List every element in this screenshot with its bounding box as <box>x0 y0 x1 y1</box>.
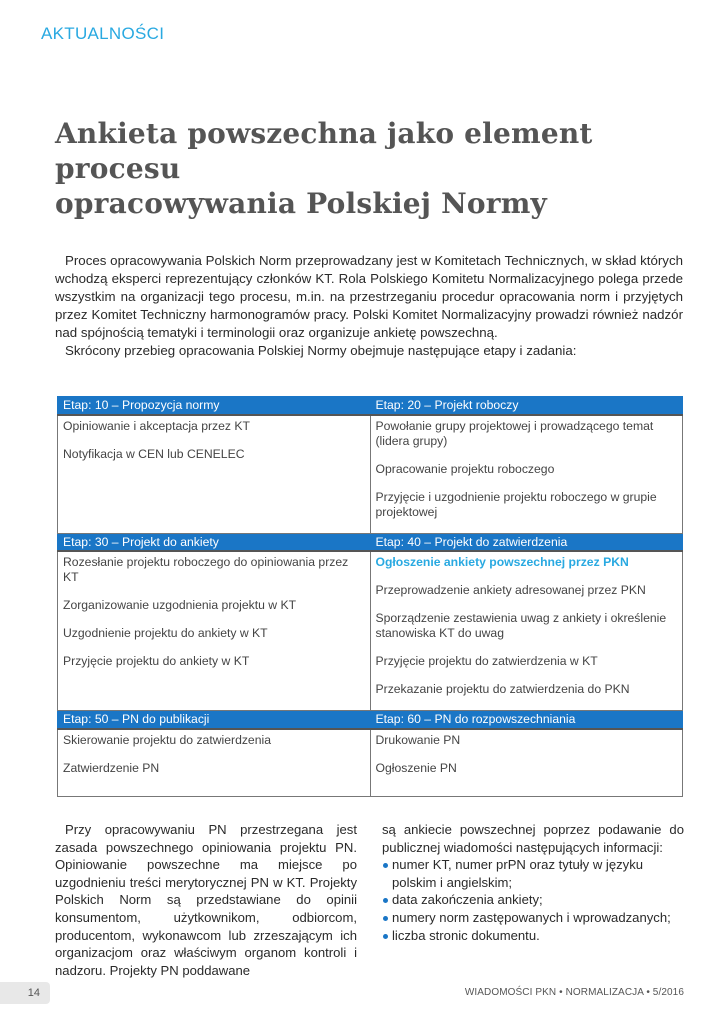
list-item: numer KT, numer prPN oraz tytuły w języku polskim i angielskim; <box>382 856 684 891</box>
task-item: Powołanie grupy projektowej i prowadzącego temat (lidera grupy) <box>375 418 654 448</box>
stage-header: Etap: 60 – PN do rozpowszechniania <box>370 711 683 729</box>
stage-header: Etap: 20 – Projekt roboczy <box>370 397 683 415</box>
task-item: Ogłoszenie PN <box>375 760 457 775</box>
paragraph: Proces opracowywania Polskich Norm przeprowadzany jest w Komitetach Technicznych, w skład których wchodzą eksperci reprezentujący członków KT. Rola Polskiego Komitetu Normalizacyjnego polega przede wszystkim na organizacji tego procesu, m.in. na przestrzeganiu procedur opracowania norm i przyjętych przez Komitet Techniczny harmonogramów pracy. Polski Komitet Normalizacyjny prowadzi również nadzór nad spójnością tematyki i terminologii oraz organizuje ankietę powszechną. <box>55 253 683 340</box>
stage-tasks <box>370 415 683 534</box>
right-column-text: są ankiecie powszechnej poprzez podawanie do publicznej wiadomości następujących informacji: <box>382 822 684 855</box>
task-item: Sporządzenie zestawienia uwag z ankiety i określenie stanowiska KT do uwag <box>375 611 667 640</box>
task-item: Opracowanie projektu roboczego <box>375 461 555 476</box>
task-item: Drukowanie PN <box>375 732 461 747</box>
stage-header: Etap: 40 – Projekt do zatwierdzenia <box>370 533 683 551</box>
task-item: Przyjęcie projektu do ankiety w KT <box>63 654 250 668</box>
task-item: Zatwierdzenie PN <box>63 760 160 775</box>
list-item: numery norm zastępowanych i wprowadzanych; <box>382 909 684 927</box>
stage-tasks-row <box>58 729 683 797</box>
list-item: liczba stronic dokumentu. <box>382 927 684 945</box>
task-item: Zorganizowanie uzgodnienia projektu w KT <box>63 598 297 612</box>
stage-header-row <box>58 397 683 415</box>
stage-tasks <box>58 415 371 534</box>
page-number: 14 <box>0 982 50 1004</box>
intro-text <box>55 252 683 360</box>
footer: WIADOMOŚCI PKN • NORMALIZACJA • 5/2016 <box>464 987 684 998</box>
stage-header: Etap: 10 – Propozycja normy <box>58 397 371 415</box>
task-item: Przyjęcie projektu do zatwierdzenia w KT <box>375 654 598 668</box>
stage-tasks <box>58 551 371 711</box>
section-label: AKTUALNOŚCI <box>41 24 165 43</box>
stage-tasks <box>58 729 371 797</box>
title-line: Ankieta powszechna jako element procesu <box>55 117 593 185</box>
stage-header: Etap: 50 – PN do publikacji <box>58 711 371 729</box>
stage-tasks-row <box>58 415 683 534</box>
stage-header: Etap: 30 – Projekt do ankiety <box>58 533 371 551</box>
left-column-text: Przy opracowywaniu PN przestrzegana jest zasada powszechnego opiniowania projektu PN. Opiniowanie powszechne ma miejsce po uzgodnieniu treści merytorycznej PN w KT. Projekty Polskich Norm są przedstawiane do opinii konsumentom, użytkownikom, odbiorcom, producentom, wykonawcom lub zrzeszającym ich organizacjom oraz właściwym organom kontroli i nadzoru. Projekty PN poddawane <box>55 822 357 978</box>
stage-tasks <box>370 729 683 797</box>
stage-tasks-row <box>58 551 683 711</box>
task-item: Przekazanie projektu do zatwierdzenia do PKN <box>375 682 630 696</box>
task-item: Skierowanie projektu do zatwierdzenia <box>63 732 271 747</box>
task-item: Ogłoszenie ankiety powszechnej przez PKN <box>375 555 629 569</box>
task-item: Przeprowadzenie ankiety adresowanej przez PKN <box>375 583 646 597</box>
title-line: opracowywania Polskiej Normy <box>55 187 548 220</box>
stages-table <box>57 396 683 797</box>
task-item: Notyfikacja w CEN lub CENELEC <box>63 446 245 461</box>
task-item: Uzgodnienie projektu do ankiety w KT <box>63 626 268 640</box>
page-title <box>55 116 695 221</box>
stage-header-row <box>58 711 683 729</box>
task-item: Przyjęcie i uzgodnienie projektu roboczego w grupie projektowej <box>375 489 657 519</box>
stage-header-row <box>58 533 683 551</box>
info-list <box>382 856 684 944</box>
list-item: data zakończenia ankiety; <box>382 891 684 909</box>
task-item: Rozesłanie projektu roboczego do opiniowania przez KT <box>63 555 349 584</box>
stage-tasks <box>370 551 683 711</box>
paragraph: Skrócony przebieg opracowania Polskiej Normy obejmuje następujące etapy i zadania: <box>65 343 577 358</box>
right-column <box>382 821 684 944</box>
task-item: Opiniowanie i akceptacja przez KT <box>63 418 250 433</box>
